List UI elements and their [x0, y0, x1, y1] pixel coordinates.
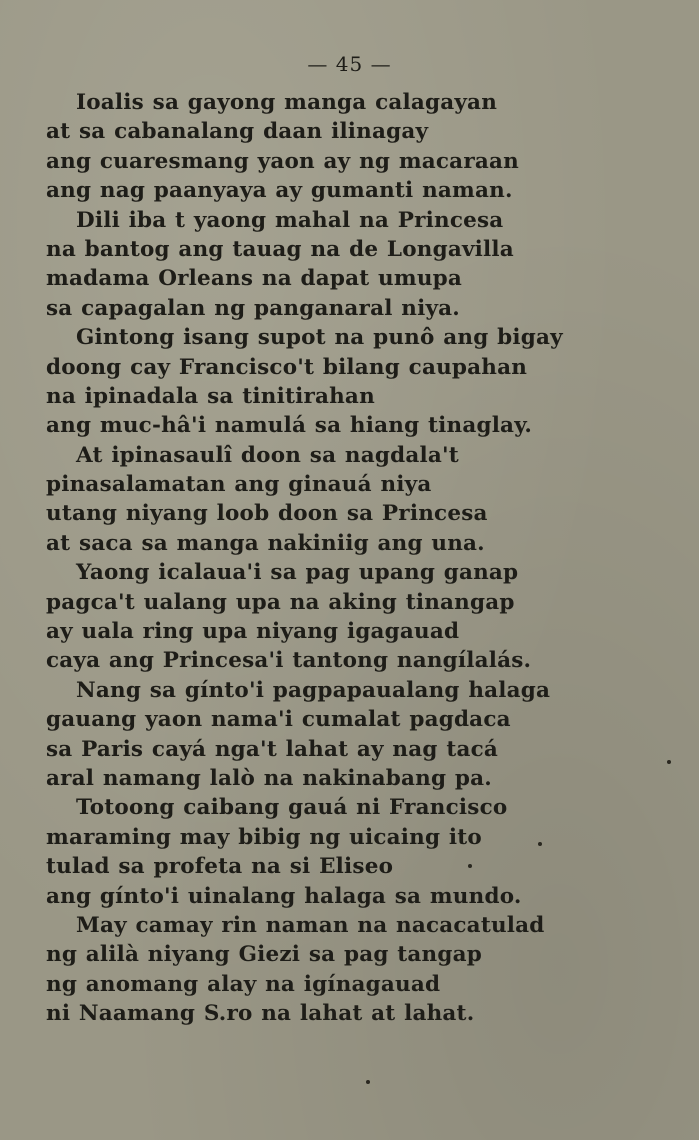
poem-line: Gintong isang supot na punô ang bigay [76, 325, 563, 351]
poem-line: at saca sa manga nakiniig ang una. [46, 530, 485, 556]
stanza [46, 323, 686, 441]
poem-line: caya ang Princesa'i tantong nangílalás. [46, 648, 532, 674]
poem-line: tulad sa profeta na si Eliseo [46, 854, 394, 880]
stanza [46, 558, 686, 676]
ink-speck [667, 760, 671, 764]
poem-line: Totoong caibang gauá ni Francisco [76, 795, 508, 821]
ink-speck [366, 1080, 370, 1084]
poem-line: gauang yaon nama'i cumalat pagdaca [46, 707, 511, 733]
ink-speck [468, 864, 472, 868]
stanza [46, 441, 686, 559]
poem-line: aral namang lalò na nakinabang pa. [46, 765, 492, 791]
poem-line: ang cuaresmang yaon ay ng macaraan [46, 148, 519, 174]
poem-line: maraming may bibig ng uicaing ito [46, 824, 482, 850]
stanza [46, 793, 686, 911]
stanza [46, 88, 686, 206]
page-number: — 45 — [307, 52, 392, 76]
poem-line: ang gínto'i uinalang halaga sa mundo. [46, 883, 522, 909]
poem-line: pinasalamatan ang ginauá niya [46, 472, 432, 498]
poem-line: at sa cabanalang daan ilinagay [46, 119, 429, 145]
poem-line: May camay rin naman na nacacatulad [76, 912, 545, 938]
stanza [46, 206, 686, 324]
ink-speck [538, 842, 542, 846]
poem-line: pagca't ualang upa na aking tinangap [46, 589, 515, 615]
poem-line: ang nag paanyaya ay gumanti naman. [46, 178, 513, 204]
poem-line: Nang sa gínto'i pagpapaualang halaga [76, 677, 551, 703]
stanza [46, 676, 686, 794]
poem-line: sa Paris cayá nga't lahat ay nag tacá [46, 736, 499, 762]
poem-line: Yaong icalaua'i sa pag upang ganap [76, 560, 519, 586]
poem-line: doong cay Francisco't bilang caupahan [46, 354, 528, 380]
poem-line: ng anomang alay na igínagauad [46, 971, 441, 997]
poem-line: Ioalis sa gayong manga calagayan [76, 90, 498, 115]
stanza [46, 911, 686, 1029]
poem-line: ng alilà niyang Giezi sa pag tangap [46, 942, 482, 968]
poem-line: ang muc-hâ'i namulá sa hiang tinaglay. [46, 413, 533, 439]
poem-line: madama Orleans na dapat umupa [46, 266, 463, 292]
poem-line: na bantog ang tauag na de Longavilla [46, 236, 514, 262]
poem-text [46, 88, 686, 1029]
poem-line: ni Naamang S.ro na lahat at lahat. [46, 1001, 475, 1027]
poem-line: At ipinasaulî doon sa nagdala't [76, 442, 459, 468]
poem-line: ay uala ring upa niyang igagauad [46, 619, 460, 645]
poem-line: Dili iba t yaong mahal na Princesa [76, 207, 504, 233]
poem-line: na ipinadala sa tinitirahan [46, 383, 375, 409]
poem-line: sa capagalan ng panganaral niya. [46, 295, 460, 321]
poem-line: utang niyang loob doon sa Princesa [46, 501, 488, 527]
